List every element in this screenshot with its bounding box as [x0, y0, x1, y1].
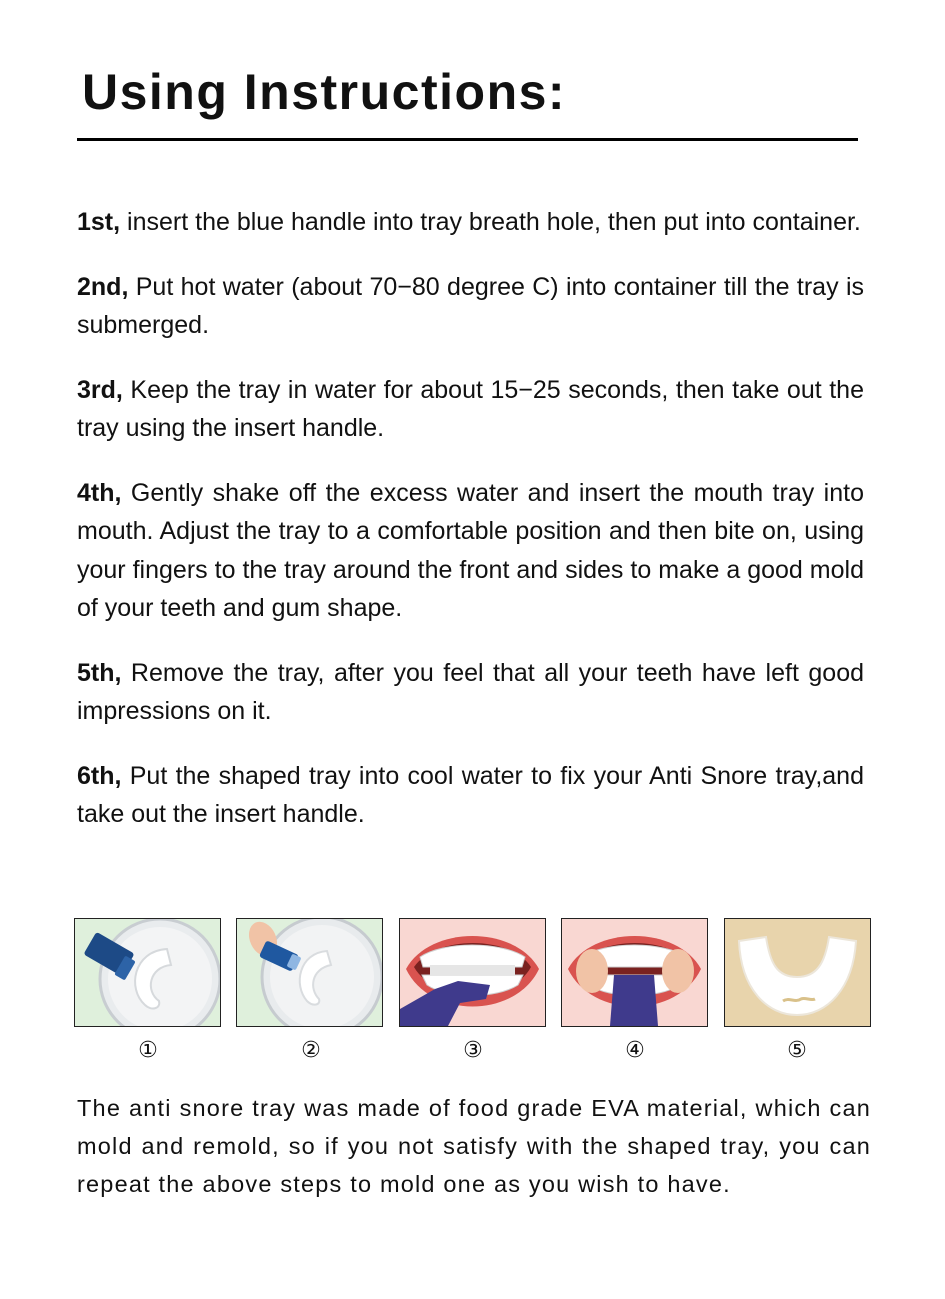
title-divider: [77, 138, 858, 141]
hot-water-container-icon: [236, 918, 383, 1027]
figure-number-4: ④: [625, 1038, 645, 1063]
step-label: 5th,: [77, 658, 122, 687]
step-text: Put the shaped tray into cool water to fix your Anti Snore tray,and take out the insert handle.: [77, 761, 864, 828]
press-tray-with-fingers-icon: [561, 918, 708, 1027]
step-1: [77, 203, 864, 242]
page-title: Using Instructions:: [82, 64, 567, 120]
material-note: The anti snore tray was made of food grade EVA material, which can mold and remold, so if you not satisfy with the shaped tray, you can repeat the above steps to mold one as you wish to have.: [77, 1095, 871, 1197]
step-text: Put hot water (about 70−80 degree C) into container till the tray is submerged.: [77, 272, 864, 339]
illustration-row: [74, 918, 871, 1028]
step-label: 4th,: [77, 478, 122, 507]
figure-number-3: ③: [463, 1038, 483, 1063]
step-text: Remove the tray, after you feel that all your teeth have left good impressions on it.: [77, 658, 864, 725]
step-label: 2nd,: [77, 272, 129, 301]
step-text: Keep the tray in water for about 15−25 seconds, then take out the tray using the insert handle.: [77, 375, 864, 442]
step-text: Gently shake off the excess water and insert the mouth tray into mouth. Adjust the tray to a comfortable position and then bite on, using your fingers to the tray around the front and sides to make a good mold of your teeth and gum shape.: [77, 478, 864, 622]
step-label: 3rd,: [77, 375, 123, 404]
tray-in-container-with-handle-icon: [74, 918, 221, 1027]
step-6: [77, 757, 864, 834]
figure-number-1: ①: [138, 1038, 158, 1063]
step-label: 6th,: [77, 761, 122, 790]
insert-tray-into-mouth-icon: [399, 918, 546, 1027]
step-5: [77, 654, 864, 731]
step-label: 1st,: [77, 208, 121, 236]
instruction-steps: [77, 203, 864, 860]
figure-number-2: ②: [301, 1038, 321, 1063]
figure-number-5: ⑤: [787, 1038, 807, 1063]
step-4: [77, 474, 864, 628]
step-2: [77, 268, 864, 345]
step-3: [77, 371, 864, 448]
molded-tray-icon: [724, 918, 871, 1027]
step-text: insert the blue handle into tray breath hole, then put into container.: [120, 208, 861, 236]
